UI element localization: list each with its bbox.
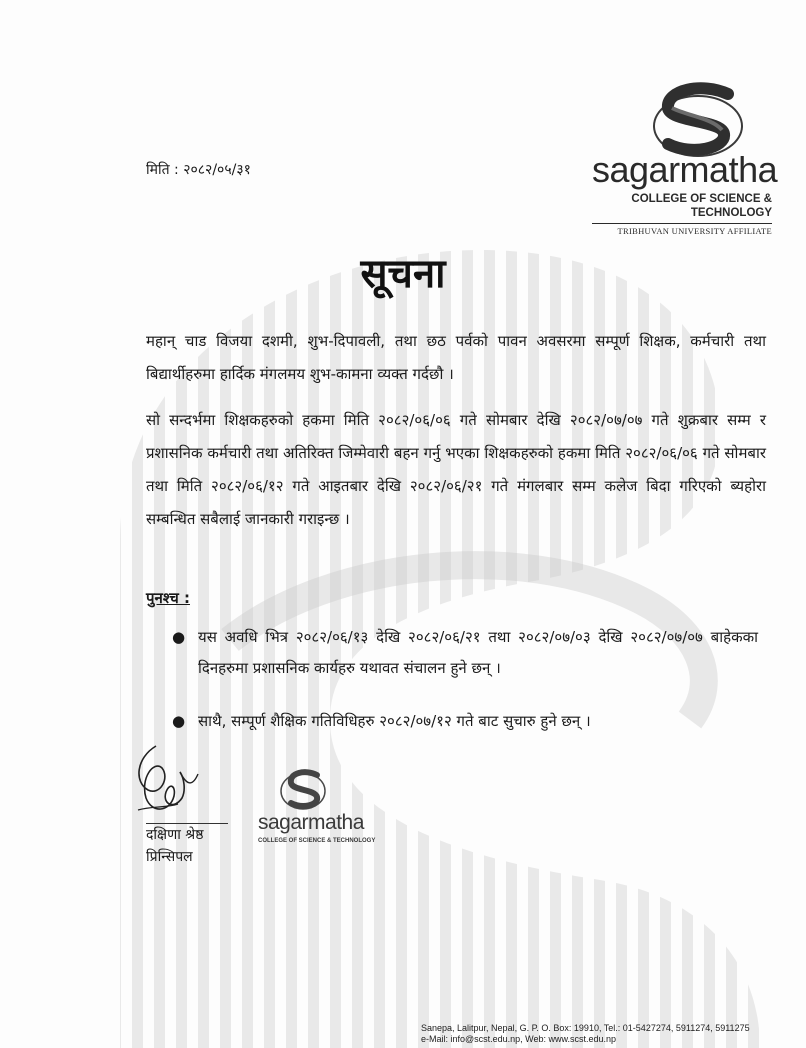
college-stamp-logo-icon bbox=[275, 765, 331, 813]
bullet-icon: ● bbox=[172, 628, 186, 646]
postscript-heading: पुनश्च : bbox=[146, 589, 190, 607]
postscript-item-admin bbox=[172, 622, 758, 684]
brand-divider bbox=[592, 223, 772, 224]
signatory-title: प्रिन्सिपल bbox=[146, 849, 193, 865]
notice-date: मिति : २०८२/०५/३१ bbox=[146, 162, 251, 178]
sagarmatha-s-logo-icon bbox=[632, 78, 764, 160]
college-brand bbox=[592, 149, 778, 236]
postscript-item-text: साथै, सम्पूर्ण शैक्षिक गतिविधिहरु २०८२/०७/१२ गते बाट सुचारु हुने छन् । bbox=[198, 712, 591, 730]
postscript-item-text: यस अवधि भित्र २०८२/०६/१३ देखि २०८२/०६/२१ तथा २०८२/०७/०३ देखि २०८२/०७/०७ बाहेकका दिनहरुमा प्रशासनिक कार्यहरु यथावत संचालन हुने छन् । bbox=[198, 628, 758, 677]
holiday-paragraph: सो सन्दर्भमा शिक्षकहरुको हकमा मिति २०८२/०६/०६ गते सोमबार देखि २०८२/०७/०७ गते शुक्रबार सम्म र प्रशासनिक कर्मचारी तथा अतिरिक्त जिम्मेवारी बहन गर्नु भएका शिक्षकहरुको हकमा मिति २०८२/०६/०६ गते सोमबार तथा मिति २०८२/०६/१२ गते आइतबार देखि २०८२/०६/२१ गते मंगलबार सम्म कलेज बिदा गरिएको ब्यहोरा सम्बन्धित सबैलाई जानकारी गराइन्छ । bbox=[146, 411, 766, 528]
university-affiliation: TRIBHUVAN UNIVERSITY AFFILIATE bbox=[617, 226, 772, 236]
brand-name: sagarmatha bbox=[592, 149, 778, 190]
footer-address: Sanepa, Lalitpur, Nepal, G. P. O. Box: 19910, Tel.: 01-5427274, 5911274, 5911275 bbox=[421, 1023, 750, 1033]
greeting-paragraph: महान् चाड विजया दशमी, शुभ-दिपावली, तथा छठ पर्वको पावन अवसरमा सम्पूर्ण शिक्षक, कर्मचारी तथा बिद्यार्थीहरुमा हार्दिक मंगलमय शुभ-कामना व्यक्त गर्दछौ । bbox=[146, 332, 766, 383]
signatory-name: दक्षिणा श्रेष्ठ bbox=[146, 827, 204, 843]
footer-contact bbox=[421, 1023, 750, 1045]
postscript-item-academic bbox=[172, 706, 758, 737]
brand-subtitle: COLLEGE OF SCIENCE & TECHNOLOGY bbox=[631, 193, 772, 219]
bullet-icon: ● bbox=[172, 712, 186, 730]
footer-email-web: e-Mail: info@scst.edu.np, Web: www.scst.edu.np bbox=[421, 1034, 617, 1044]
stamp-subtitle: COLLEGE OF SCIENCE & TECHNOLOGY bbox=[258, 838, 376, 844]
notice-title: सूचना bbox=[360, 251, 446, 297]
stamp-brand-name: sagarmatha bbox=[258, 811, 364, 834]
handwritten-signature bbox=[126, 738, 206, 828]
